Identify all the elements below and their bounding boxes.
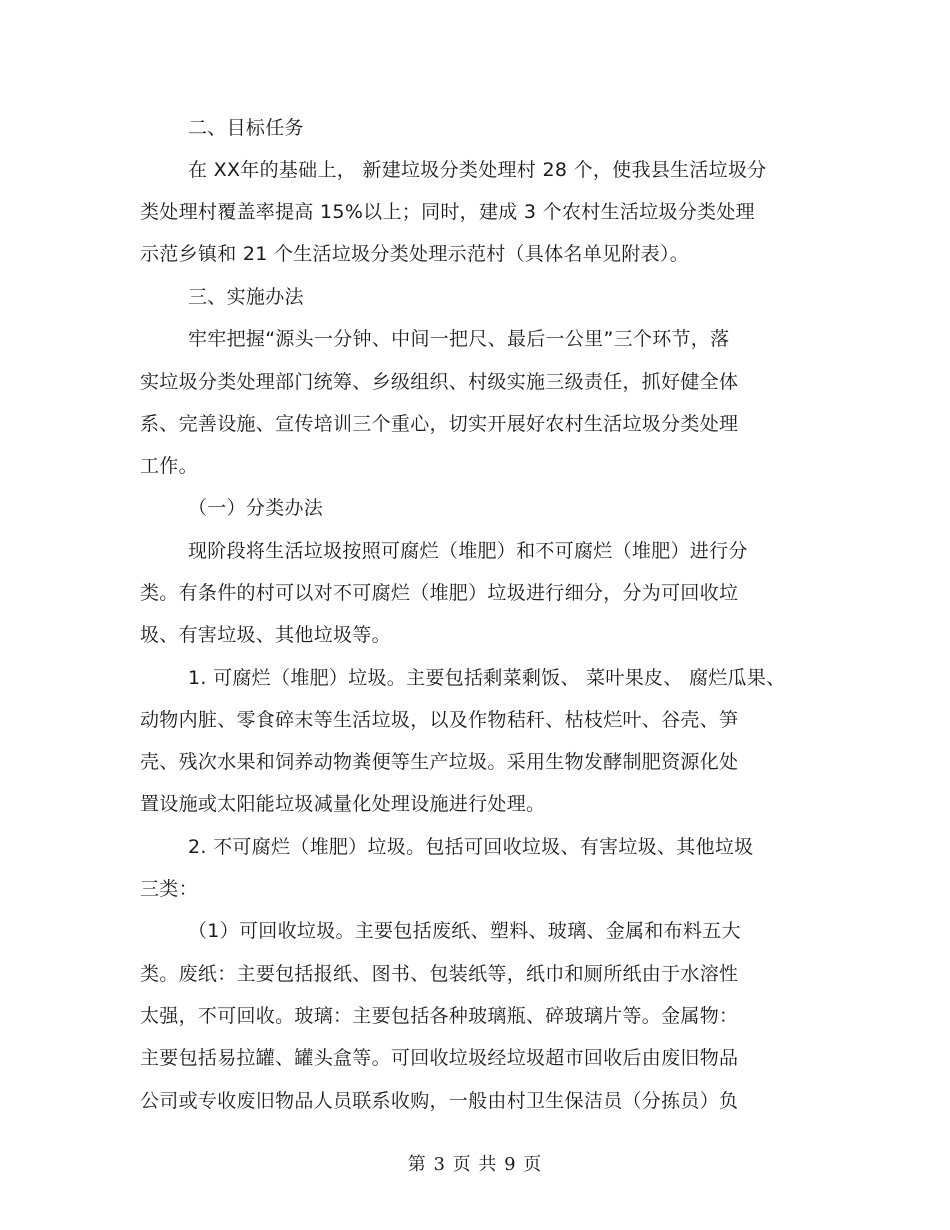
paragraph-line: 工作。 [140,455,198,477]
paragraph-line: 现阶段将生活垃圾按照可腐烂（堆肥）和不可腐烂（堆肥）进行分 [188,540,748,562]
heading-methods: 三、实施办法 [188,286,304,308]
paragraph-line: 三类： [140,878,198,900]
paragraph-line: 示范乡镇和 21 个生活垃圾分类处理示范村（具体名单见附表）。 [140,243,690,265]
paragraph-line: 在 XX年的基础上， 新建垃圾分类处理村 28 个，使我县生活垃圾分 [188,159,767,181]
paragraph-line: 类。有条件的村可以对不可腐烂（堆肥）垃圾进行细分，分为可回收垃 [140,582,739,604]
paragraph-line: 牢牢把握“源头一分钟、中间一把尺、最后一公里”三个环节，落 [188,328,730,350]
paragraph-line: 实垃圾分类处理部门统筹、乡级组织、村级实施三级责任，抓好健全体 [140,371,739,393]
paragraph-line: 系、完善设施、宣传培训三个重心，切实开展好农村生活垃圾分类处理 [140,413,739,435]
paragraph-line: 主要包括易拉罐、罐头盒等。可回收垃圾经垃圾超市回收后由废旧物品 [140,1047,739,1069]
paragraph-line: 类。废纸：主要包括报纸、图书、包装纸等，纸巾和厕所纸由于水溶性 [140,963,739,985]
page-number-footer: 第 3 页 共 9 页 [407,1154,543,1175]
paragraph-line: 1. 可腐烂（堆肥）垃圾。主要包括剩菜剩饭、 菜叶果皮、 腐烂瓜果、 [188,667,786,689]
paragraph-line: 圾、有害垃圾、其他垃圾等。 [140,624,391,646]
paragraph-line: 壳、残次水果和饲养动物粪便等生产垃圾。采用生物发酵制肥资源化处 [140,751,739,773]
paragraph-line: 2. 不可腐烂（堆肥）垃圾。包括可回收垃圾、有害垃圾、其他垃圾 [188,836,754,858]
paragraph-line: 太强，不可回收。玻璃：主要包括各种玻璃瓶、碎玻璃片等。金属物： [140,1005,739,1027]
paragraph-line: 类处理村覆盖率提高 15%以上；同时，建成 3 个农村生活垃圾分类处理 [140,201,755,223]
paragraph-line: 置设施或太阳能垃圾减量化处理设施进行处理。 [140,793,546,815]
subheading-classification: （一）分类办法 [188,497,324,519]
heading-objectives: 二、目标任务 [188,117,304,139]
paragraph-line: 公司或专收废旧物品人员联系收购，一般由村卫生保洁员（分拣员）负 [140,1090,739,1112]
paragraph-line: 动物内脏、零食碎末等生活垃圾，以及作物秸秆、枯枝烂叶、谷壳、笋 [140,709,739,731]
paragraph-line: （1）可回收垃圾。主要包括废纸、塑料、玻璃、金属和布料五大 [188,920,741,942]
